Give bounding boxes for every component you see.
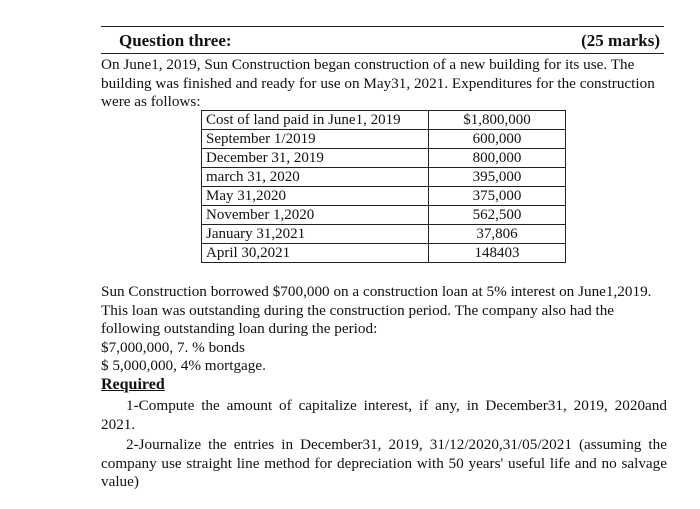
loan-text: Sun Construction borrowed $700,000 on a construction loan at 5% interest on June1,2019. This loan was outstanding during the construction period. The company also had the following outstanding loan during the period: [101, 283, 652, 337]
heading-rule [101, 53, 664, 54]
expenditure-label: January 31,2021 [202, 225, 429, 244]
required-heading: Required [101, 376, 165, 393]
expenditure-amount: 600,000 [429, 130, 566, 149]
expenditure-label: December 31, 2019 [202, 149, 429, 168]
required-item-1 [101, 397, 667, 434]
expenditure-amount: 395,000 [429, 168, 566, 187]
table-row [202, 244, 566, 263]
required-item-1-text: 1-Compute the amount of capitalize interest, if any, in December31, 2019, 2020and 2021. [101, 397, 667, 433]
expenditure-amount: 375,000 [429, 187, 566, 206]
loan-paragraph [101, 283, 661, 376]
required-item-2 [101, 436, 667, 492]
expenditure-label: November 1,2020 [202, 206, 429, 225]
expenditure-amount: 800,000 [429, 149, 566, 168]
table-row [202, 225, 566, 244]
required-item-2-text: 2-Journalize the entries in December31, 2019, 31/12/2020,31/05/2021 (assuming the company use straight line method for depreciation with 50 years' useful life and no salvage value) [101, 436, 667, 490]
expenditure-label: April 30,2021 [202, 244, 429, 263]
table-row [202, 187, 566, 206]
expenditure-amount: $1,800,000 [429, 111, 566, 130]
table-row [202, 206, 566, 225]
expenditure-amount: 562,500 [429, 206, 566, 225]
question-title: Question three: [119, 31, 232, 50]
table-row [202, 130, 566, 149]
expenditure-amount: 148403 [429, 244, 566, 263]
question-marks: (25 marks) [581, 31, 660, 50]
expenditures-table [201, 110, 566, 263]
table-row [202, 168, 566, 187]
intro-paragraph: On June1, 2019, Sun Construction began construction of a new building for its use. The building was finished and ready for use on May31, 2021. Expenditures for the construction were as follows: [101, 56, 655, 110]
expenditure-label: May 31,2020 [202, 187, 429, 206]
expenditure-label: Cost of land paid in June1, 2019 [202, 111, 429, 130]
top-rule [101, 26, 664, 27]
loan-mortgage: $ 5,000,000, 4% mortgage. [101, 357, 266, 374]
table-row [202, 111, 566, 130]
expenditure-label: march 31, 2020 [202, 168, 429, 187]
question-heading [101, 31, 664, 53]
table-row [202, 149, 566, 168]
expenditure-amount: 37,806 [429, 225, 566, 244]
loan-bonds: $7,000,000, 7. % bonds [101, 338, 245, 356]
expenditure-label: September 1/2019 [202, 130, 429, 149]
